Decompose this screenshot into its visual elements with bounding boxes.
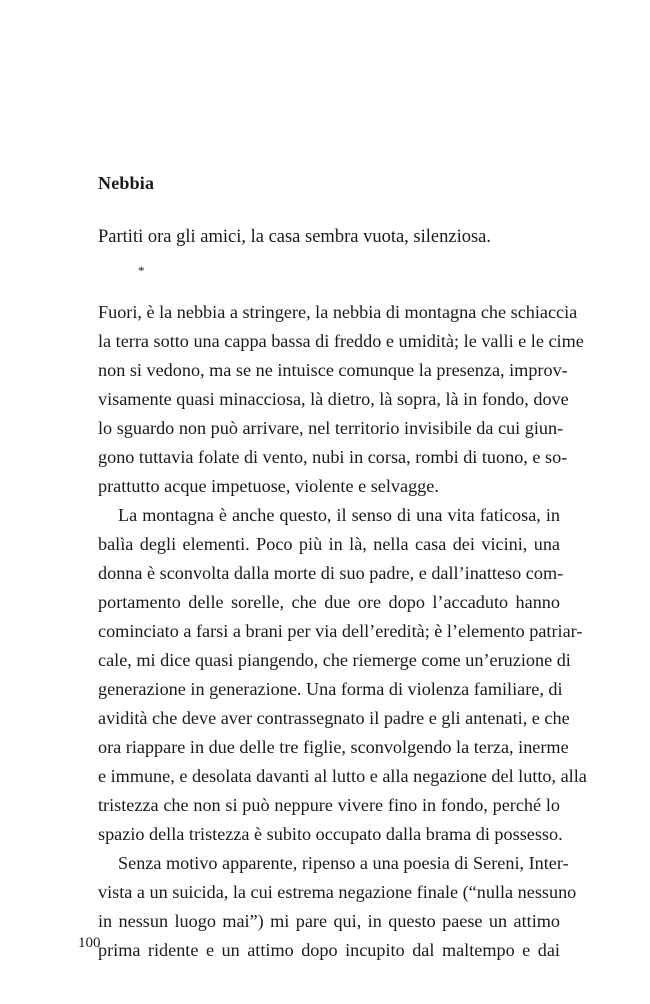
text-line: cale, mi dice quasi piangendo, che riemerge come un’eruzione di [98,650,571,670]
section-title: Nebbia [98,173,155,193]
text-line: visamente quasi minacciosa, là dietro, là sopra, là in fondo, dove [98,389,569,409]
lead-sentence: Partiti ora gli amici, la casa sembra vuota, silenziosa. [98,227,491,247]
text-line: balìa degli elementi. Poco più in là, nella casa dei vicini, una [98,534,560,554]
text-line: in nessun luogo mai”) mi pare qui, in questo paese un attimo [98,911,560,931]
body-text [98,298,587,965]
text-line: tristezza che non si può neppure vivere fino in fondo, perché lo [98,795,560,815]
page-number: 100 [78,935,101,951]
text-line: ora riappare in due delle tre figlie, sconvolgendo la terza, inerme [98,737,569,757]
text-line: gono tuttavia folate di vento, nubi in corsa, rombi di tuono, e so- [98,447,568,467]
text-line: spazio della tristezza è subito occupato dalla brama di possesso. [98,824,563,844]
text-line: cominciato a farsi a brani per via dell’eredità; è l’elemento patriar- [98,621,583,641]
text-line: vista a un suicida, la cui estrema negazione finale (“nulla nessuno [98,882,577,902]
text-line: Senza motivo apparente, ripenso a una poesia di Sereni, Inter- [118,853,569,873]
text-line: prattutto acque impetuose, violente e selvagge. [98,476,439,496]
text-line: generazione in generazione. Una forma di violenza familiare, di [98,679,563,699]
text-line: portamento delle sorelle, che due ore dopo l’accaduto hanno [98,592,560,612]
text-line: avidità che deve aver contrassegnato il padre e gli antenati, e che [98,708,570,728]
text-line: donna è sconvolta dalla morte di suo padre, e dall’inatteso com- [98,563,564,583]
text-line: non si vedono, ma se ne intuisce comunque la presenza, improv- [98,360,568,380]
text-line: prima ridente e un attimo dopo incupito dal maltempo e dai [98,940,560,960]
text-line: La montagna è anche questo, il senso di una vita faticosa, in [118,505,560,525]
text-line: e immune, e desolata davanti al lutto e alla negazione del lutto, alla [98,766,587,786]
text-line: Fuori, è la nebbia a stringere, la nebbia di montagna che schiaccia [98,302,578,322]
text-line: la terra sotto una cappa bassa di freddo e umidità; le valli e le cime [98,331,584,351]
text-line: lo sguardo non può arrivare, nel territorio invisibile da cui giun- [98,418,564,438]
section-separator: * [138,263,145,278]
